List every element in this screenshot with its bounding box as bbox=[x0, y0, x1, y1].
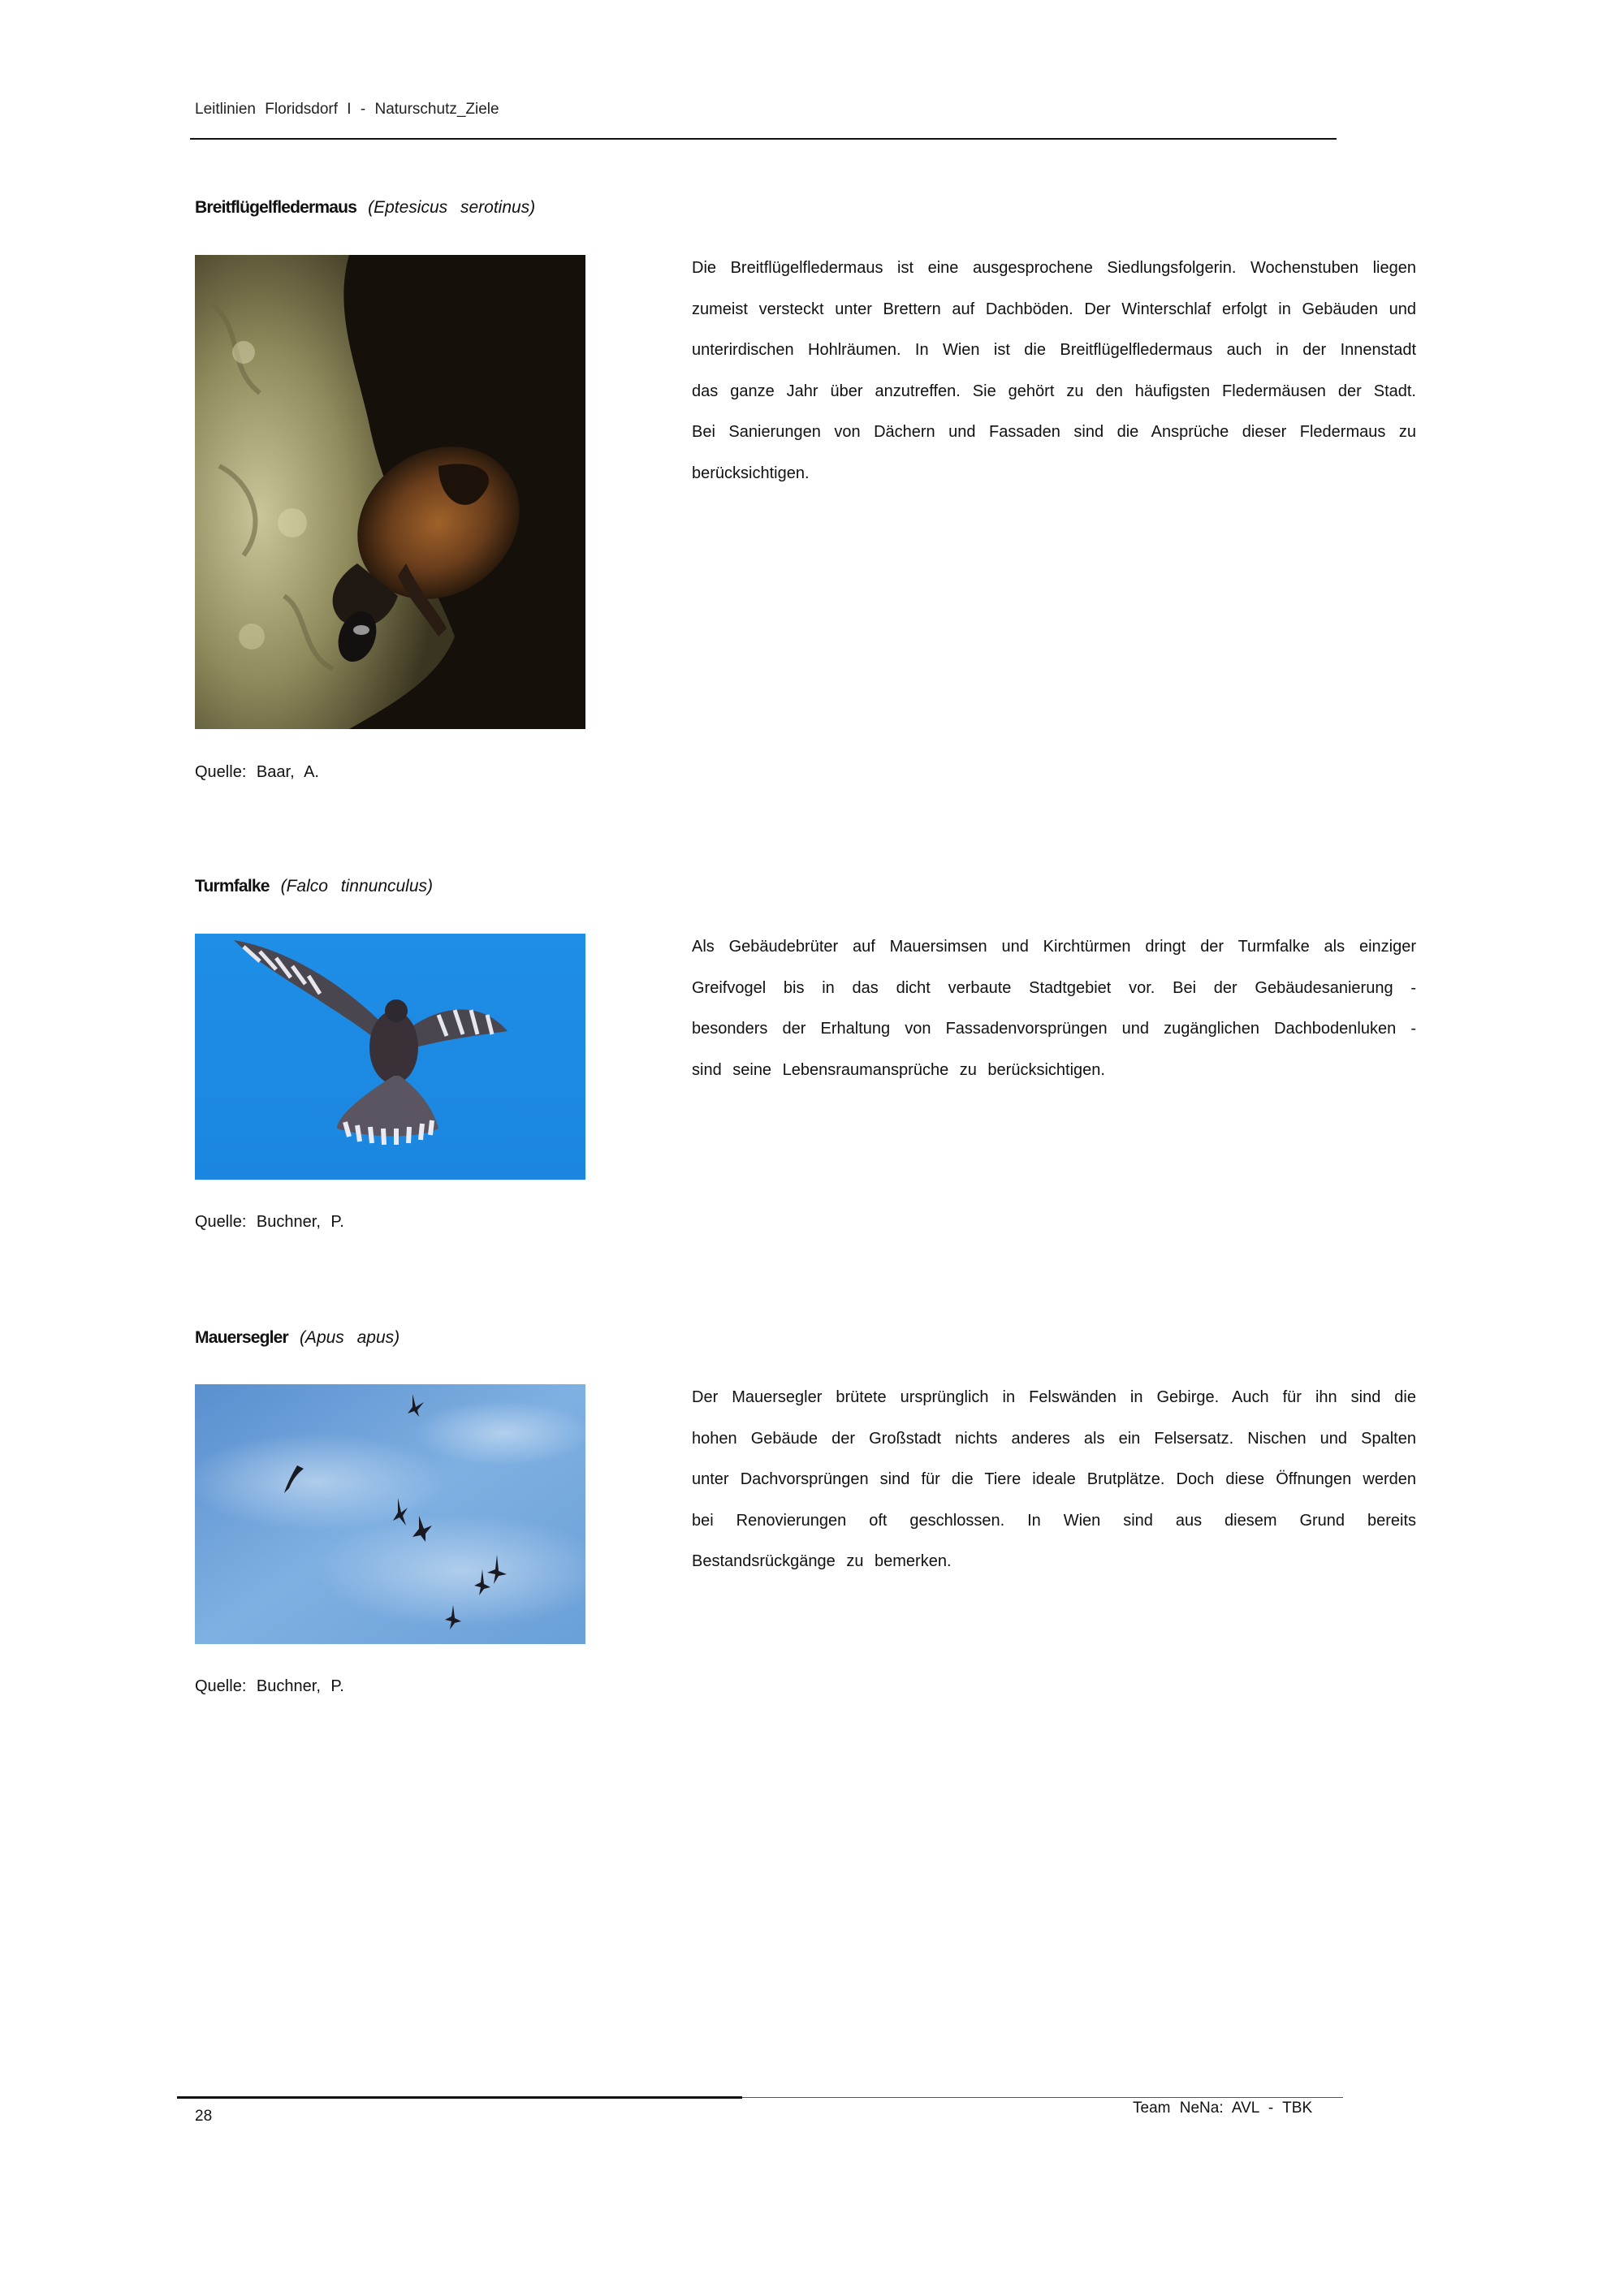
species-title-swift bbox=[195, 1328, 400, 1348]
bat-photo-source: Quelle: Baar, A. bbox=[195, 763, 319, 781]
species-latin-name: (Apus apus) bbox=[299, 1328, 400, 1347]
species-latin-name: (Falco tinnunculus) bbox=[280, 877, 434, 896]
swift-photo bbox=[195, 1384, 585, 1644]
species-title-bat bbox=[195, 198, 535, 218]
kestrel-photo bbox=[195, 934, 585, 1180]
footer-divider-thick bbox=[177, 2096, 742, 2099]
species-common-name: Turmfalke bbox=[195, 877, 270, 896]
swift-photo-source: Quelle: Buchner, P. bbox=[195, 1677, 344, 1695]
bat-photo bbox=[195, 255, 585, 729]
bat-description: Die Breitflügelfledermaus ist eine ausgesprochene Siedlungsfolgerin. Wochenstuben liegen zumeist versteckt unter Brettern auf Dachböden. Der Winterschlaf erfolgt in Gebäuden und unterirdischen Hohlräumen. In Wien ist die Breitflügelfledermaus auch in der Innenstadt das ganze Jahr über anzutreffen. Sie gehört zu den häufigsten Fledermäusen der Stadt. Bei Sanierungen von Dächern und Fassaden sind die Ansprüche dieser Fledermaus zu berücksichtigen. bbox=[692, 259, 1416, 482]
kestrel-photo-source: Quelle: Buchner, P. bbox=[195, 1213, 344, 1231]
swift-description: Der Mauersegler brütete ursprünglich in Felswänden in Gebirge. Auch für ihn sind die hohen Gebäude der Großstadt nichts anderes als ein Felsersatz. Nischen und Spalten unter Dachvorsprüngen sind für die Tiere ideale Brutplätze. Doch diese Öffnungen werden bei Renovierungen oft geschlossen. In Wien sind aus diesem Grund bereits Bestandsrückgänge zu bemerken. bbox=[692, 1388, 1416, 1571]
footer-divider-thin bbox=[742, 2097, 1343, 2098]
running-header: Leitlinien Floridsdorf I - Naturschutz_Ziele bbox=[195, 101, 499, 118]
page-number: 28 bbox=[195, 2108, 213, 2125]
species-latin-name: (Eptesicus serotinus) bbox=[368, 198, 536, 217]
footer-team-credit: Team NeNa: AVL - TBK bbox=[1133, 2100, 1313, 2117]
species-common-name: Breitflügelfledermaus bbox=[195, 198, 357, 217]
header-divider bbox=[190, 138, 1337, 140]
kestrel-description: Als Gebäudebrüter auf Mauersimsen und Kirchtürmen dringt der Turmfalke als einziger Greifvogel bis in das dicht verbaute Stadtgebiet vor. Bei der Gebäudesanierung - besonders der Erhaltung von Fassadenvorsprüngen und zugänglichen Dachbodenluken - sind seine Lebensraumansprüche zu berücksichtigen. bbox=[692, 938, 1416, 1079]
species-title-kestrel bbox=[195, 877, 433, 896]
species-common-name: Mauersegler bbox=[195, 1328, 288, 1347]
